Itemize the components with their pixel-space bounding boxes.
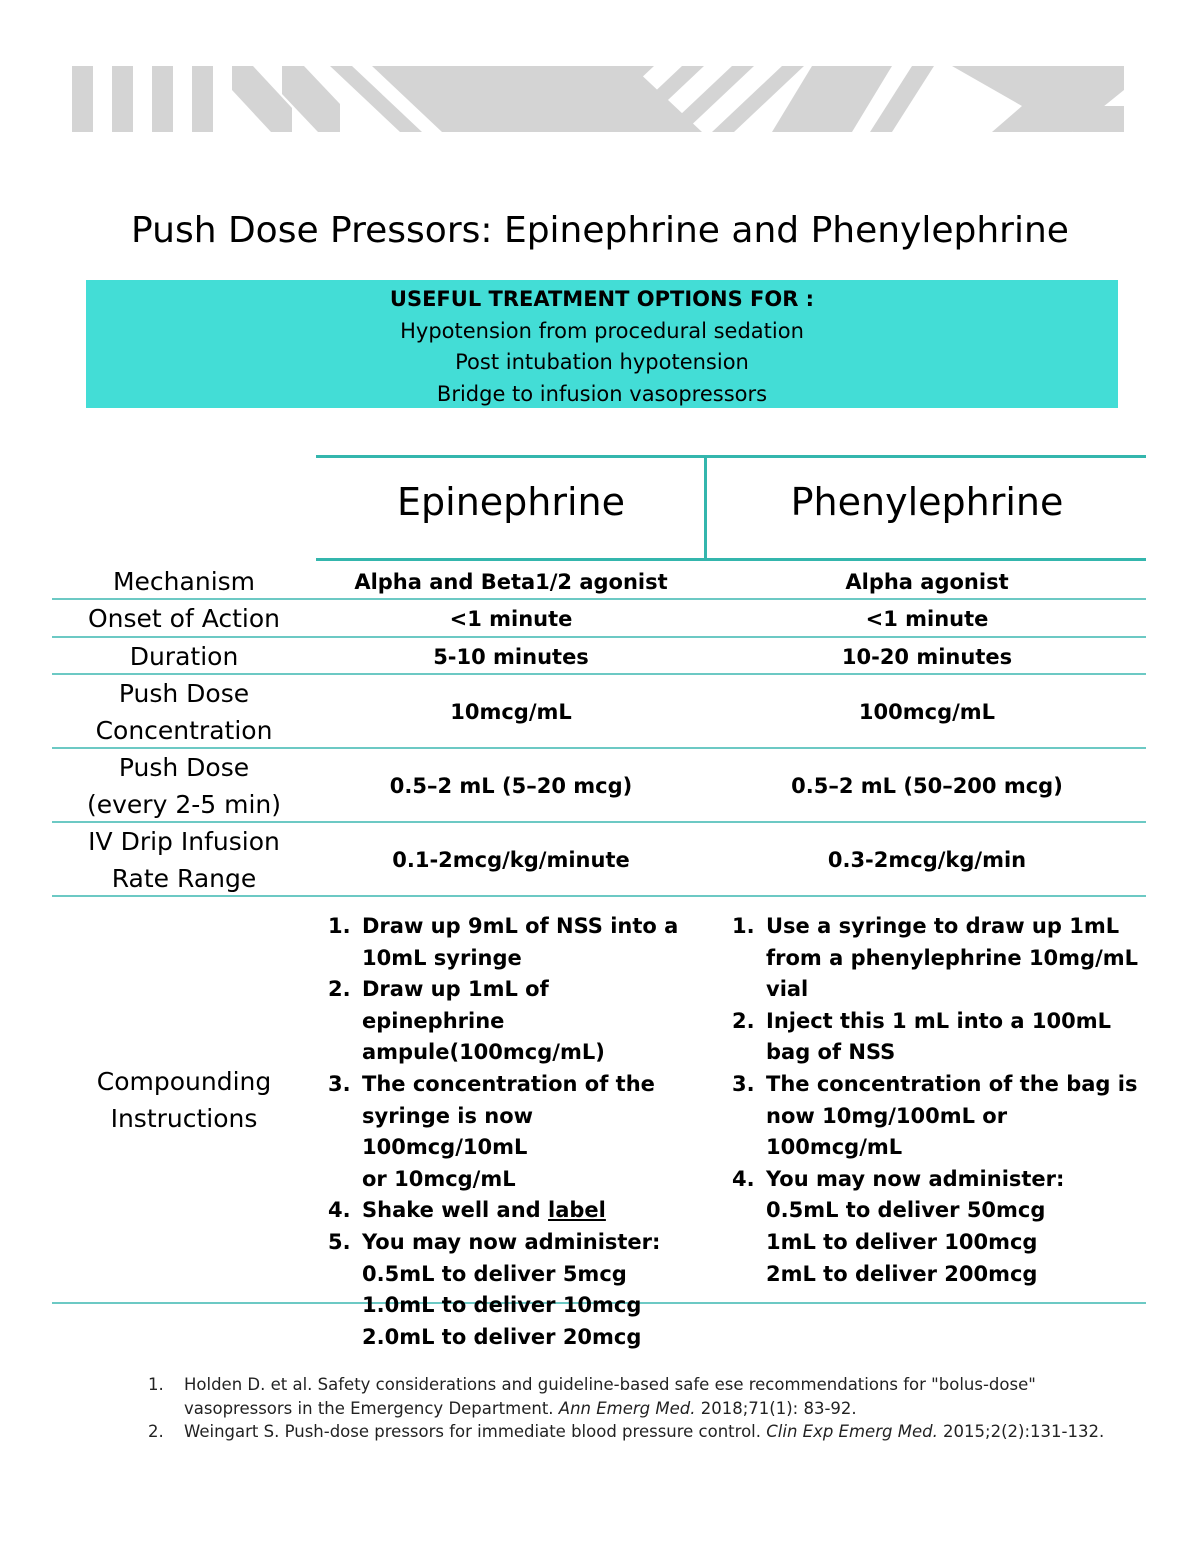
references-list xyxy=(148,1373,1108,1444)
row-label-push-dose: Push Dose (every 2-5 min) xyxy=(86,753,281,819)
row-label-mechanism: Mechanism xyxy=(112,567,256,596)
reference-item: 1. Holden D. et al. Safety considerations and guideline-based safe ese recommendations for "bolus-dose" vasopressors in the Emergency Department. Ann Emerg Med. 2018;71(1): 83-92. xyxy=(148,1375,1036,1418)
callout-heading: USEFUL TREATMENT OPTIONS FOR : xyxy=(389,287,815,311)
list-item: 1. Use a syringe to draw up 1mL from a phenylephrine 10mg/mL vial xyxy=(732,914,1139,1002)
cell-epinephrine-push-dose: 0.5–2 mL (5–20 mcg) xyxy=(389,774,633,798)
header-bottom-rule xyxy=(316,558,1146,561)
list-item: 4. You may now administer: 0.5mL to deliver 50mcg 1mL to deliver 100mcg 2mL to deliver 200mcg xyxy=(732,1166,1065,1286)
callout-item: Bridge to infusion vasopressors xyxy=(436,381,768,406)
list-item: 3. The concentration of the syringe is now 100mcg/10mL or 10mcg/mL xyxy=(328,1071,655,1191)
column-header-epinephrine: Epinephrine xyxy=(397,480,625,524)
header-stripe-banner xyxy=(72,66,1124,132)
page-title: Push Dose Pressors: Epinephrine and Phenylephrine xyxy=(131,210,1069,251)
cell-phenylephrine-mechanism: Alpha agonist xyxy=(845,569,1009,594)
callout-item: Post intubation hypotension xyxy=(455,350,749,374)
cell-epinephrine-duration: 5-10 minutes xyxy=(433,644,589,669)
cell-epinephrine-onset: <1 minute xyxy=(449,606,573,631)
list-item: 3. The concentration of the bag is now 10mg/100mL or 100mcg/mL xyxy=(732,1071,1138,1160)
list-item: 5. You may now administer: 0.5mL to deliver 5mcg 1.0mL to deliver 10mcg 2.0mL to deliver 20mcg xyxy=(328,1229,661,1349)
cell-epinephrine-iv-drip: 0.1-2mcg/kg/minute xyxy=(392,848,630,872)
cell-phenylephrine-push-dose: 0.5–2 mL (50–200 mcg) xyxy=(791,774,1063,798)
list-item: 2. Draw up 1mL of epinephrine ampule(100mcg/mL) xyxy=(328,977,605,1065)
list-item: 2. Inject this 1 mL into a 100mL bag of NSS xyxy=(732,1008,1112,1065)
row-label-onset: Onset of Action xyxy=(87,604,281,633)
row-label-iv-drip: IV Drip Infusion Rate Range xyxy=(88,827,280,893)
reference-item: 2. Weingart S. Push-dose pressors for immediate blood pressure control. Clin Exp Emerg Med. 2015;2(2):131-132. xyxy=(148,1422,1105,1441)
treatment-options-callout xyxy=(86,280,1118,408)
row-label-duration: Duration xyxy=(129,642,239,671)
cell-phenylephrine-iv-drip: 0.3-2mcg/kg/min xyxy=(827,848,1027,872)
cell-epinephrine-concentration: 10mcg/mL xyxy=(450,700,572,724)
row-label-compounding: Compounding Instructions xyxy=(96,1066,272,1133)
phenylephrine-compounding-steps xyxy=(732,911,1142,1290)
row-label-push-dose-concentration: Push Dose Concentration xyxy=(95,679,273,745)
cell-phenylephrine-duration: 10-20 minutes xyxy=(841,644,1013,669)
column-header-phenylephrine: Phenylephrine xyxy=(790,480,1064,524)
header-top-rule xyxy=(316,455,1146,458)
list-item: 4. Shake well and label xyxy=(328,1198,606,1223)
cell-phenylephrine-concentration: 100mcg/mL xyxy=(858,700,996,724)
cell-epinephrine-mechanism: Alpha and Beta1/2 agonist xyxy=(354,569,668,594)
cell-phenylephrine-onset: <1 minute xyxy=(865,606,989,631)
epinephrine-compounding-steps xyxy=(328,911,698,1353)
list-item: 1. Draw up 9mL of NSS into a 10mL syringe xyxy=(328,914,679,970)
callout-item: Hypotension from procedural sedation xyxy=(400,318,804,343)
